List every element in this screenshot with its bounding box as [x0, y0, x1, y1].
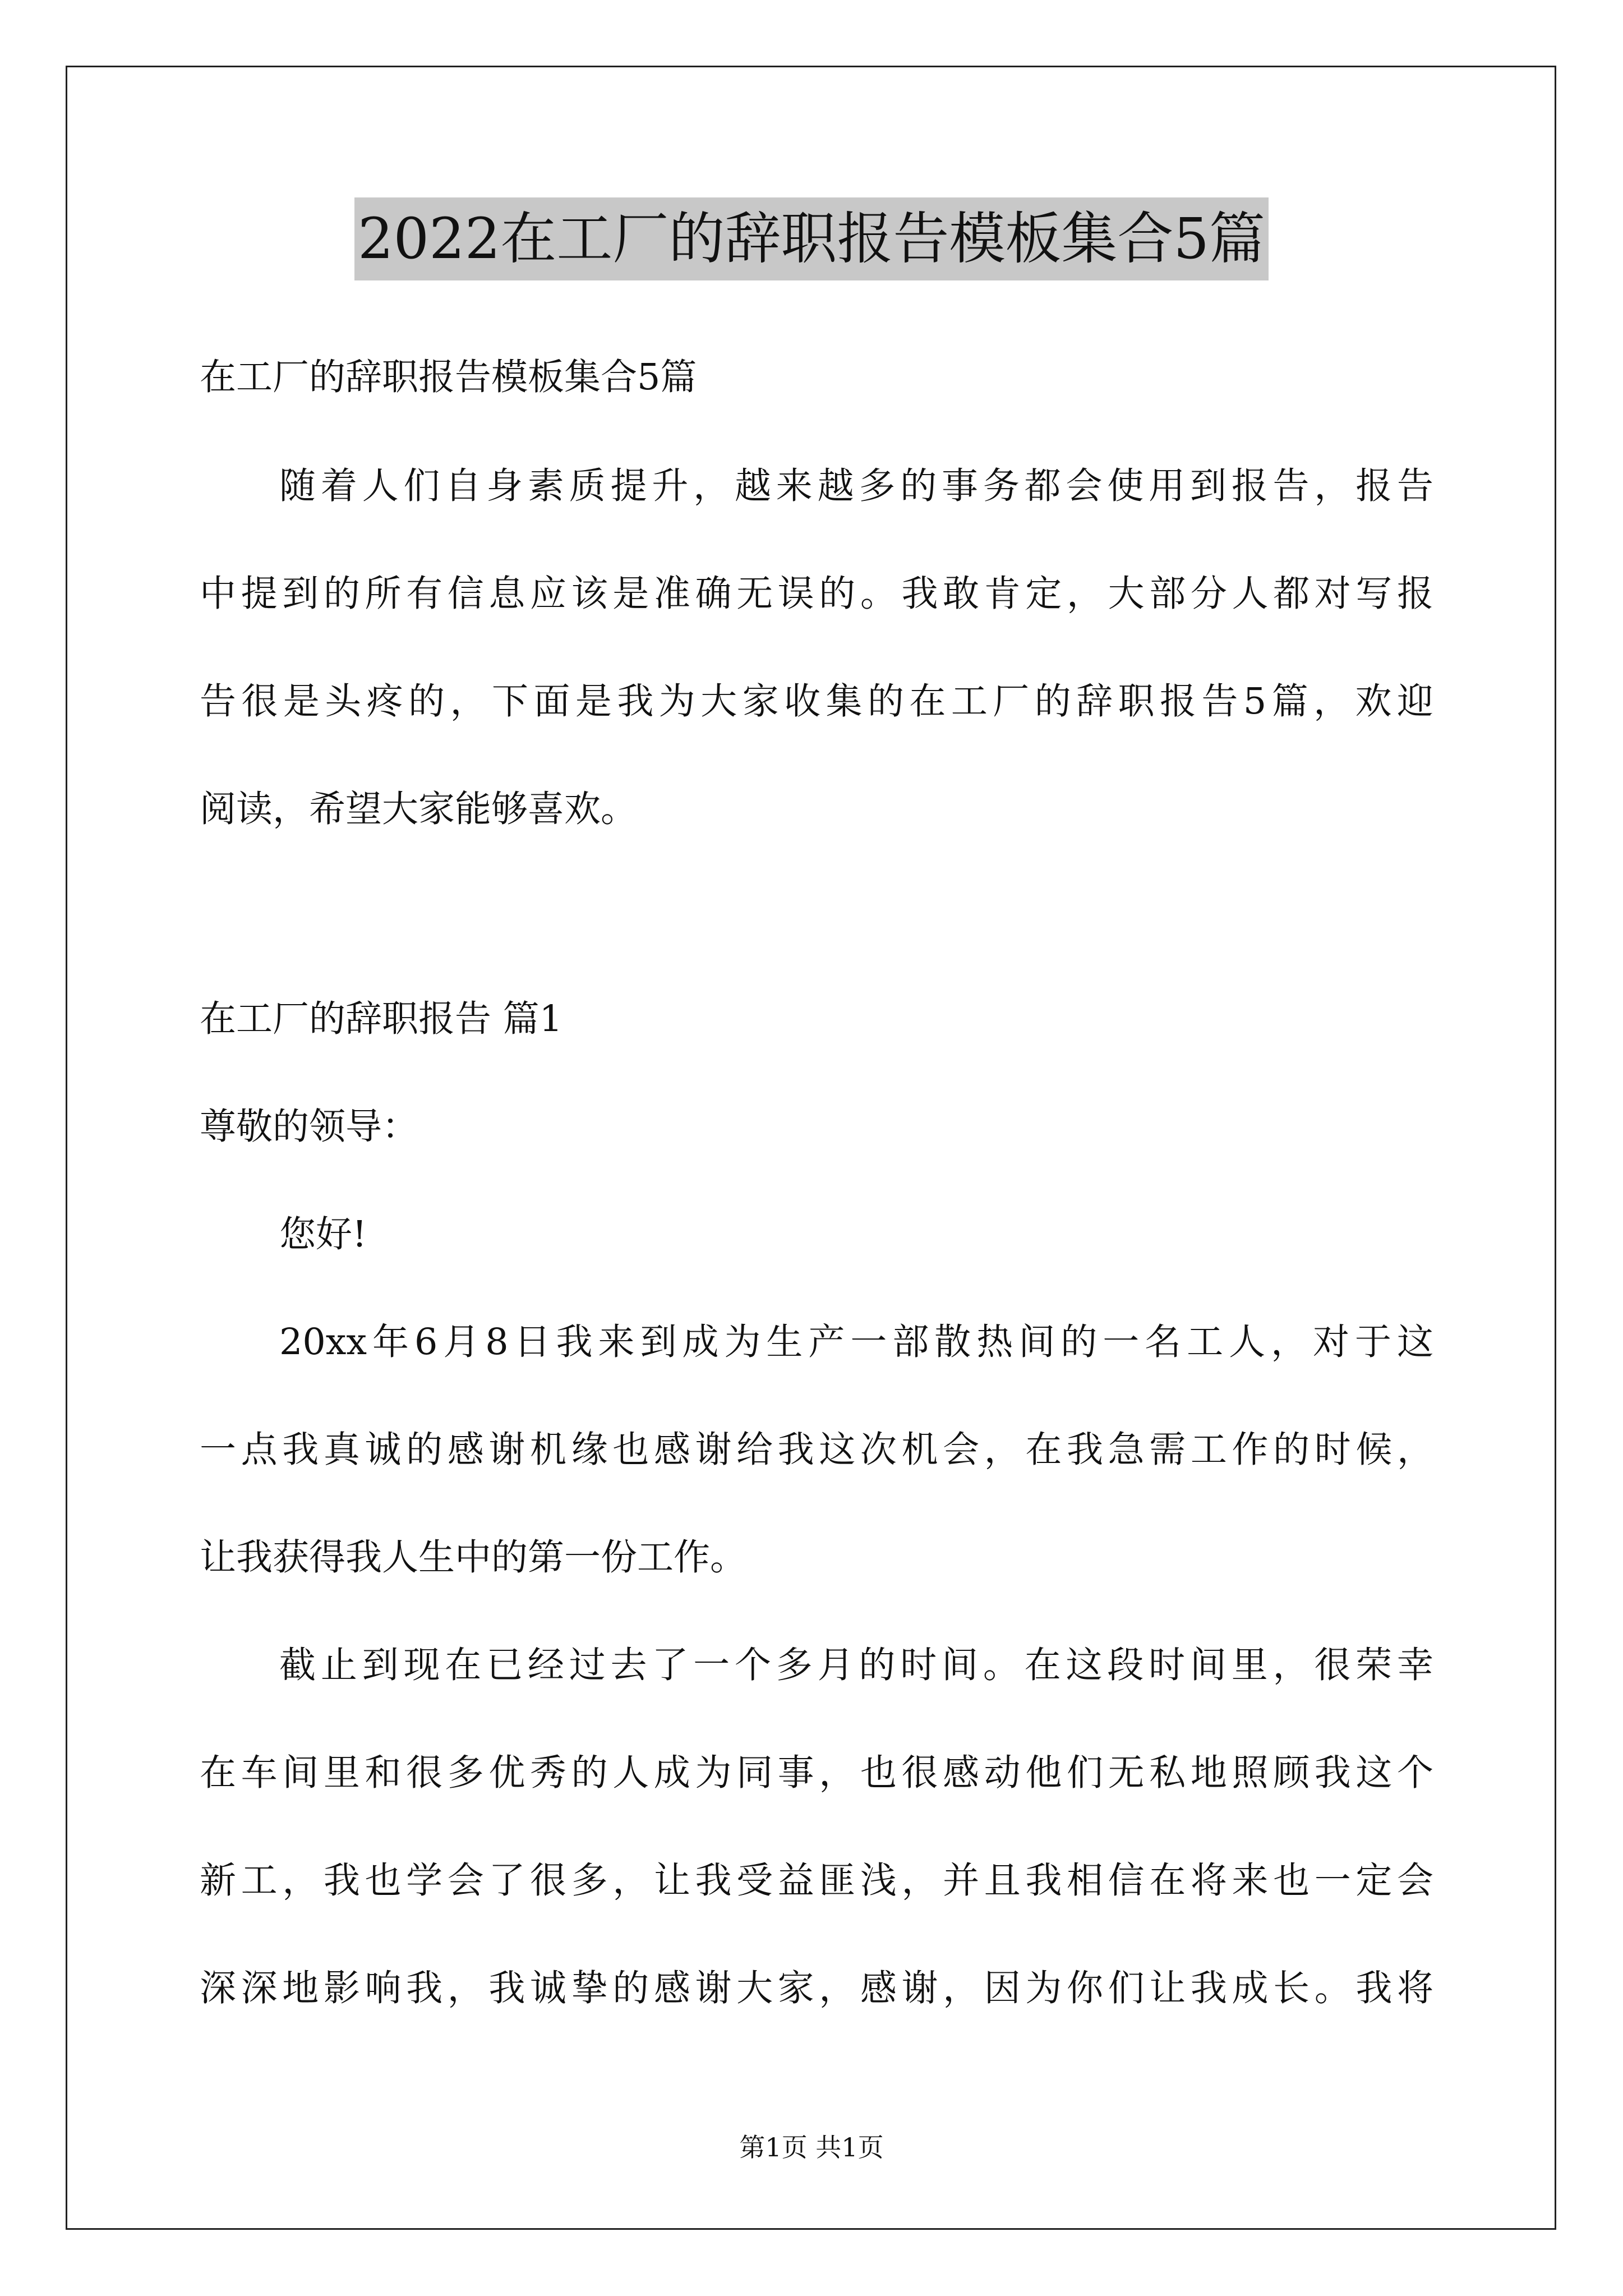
document-title: 2022在工厂的辞职报告模板集合5篇 [354, 197, 1269, 280]
para2-line-3: 新工，我也学会了很多，让我受益匪浅，并且我相信在将来也一定会 [200, 1860, 1433, 1902]
greeting: 您好! [279, 1213, 367, 1255]
page-footer: 第1页 共1页 [739, 2132, 884, 2162]
para1-line-2: 一点我真诚的感谢机缘也感谢给我这次机会，在我急需工作的时候， [200, 1429, 1433, 1471]
salutation: 尊敬的领导： [200, 1106, 419, 1148]
intro-line-3: 告很是头疼的，下面是我为大家收集的在工厂的辞职报告5篇，欢迎 [200, 680, 1433, 723]
para2-line-4: 深深地影响我，我诚挚的感谢大家，感谢，因为你们让我成长。我将 [200, 1967, 1433, 2009]
document-subtitle: 在工厂的辞职报告模板集合5篇 [200, 356, 697, 398]
para2-line-1: 截止到现在已经过去了一个多月的时间。在这段时间里，很荣幸 [279, 1644, 1433, 1686]
para1-line-3: 让我获得我人生中的第一份工作。 [200, 1536, 747, 1579]
section-heading: 在工厂的辞职报告 篇1 [200, 998, 563, 1040]
intro-line-1: 随着人们自身素质提升，越来越多的事务都会使用到报告，报告 [279, 465, 1433, 507]
title-container [0, 197, 1623, 280]
para2-line-2: 在车间里和很多优秀的人成为同事，也很感动他们无私地照顾我这个 [200, 1752, 1433, 1794]
intro-line-4: 阅读，希望大家能够喜欢。 [200, 788, 638, 830]
para1-line-1: 20xx年6月8日我来到成为生产一部散热间的一名工人，对于这 [279, 1321, 1433, 1363]
intro-line-2: 中提到的所有信息应该是准确无误的。我敢肯定，大部分人都对写报 [200, 573, 1433, 615]
